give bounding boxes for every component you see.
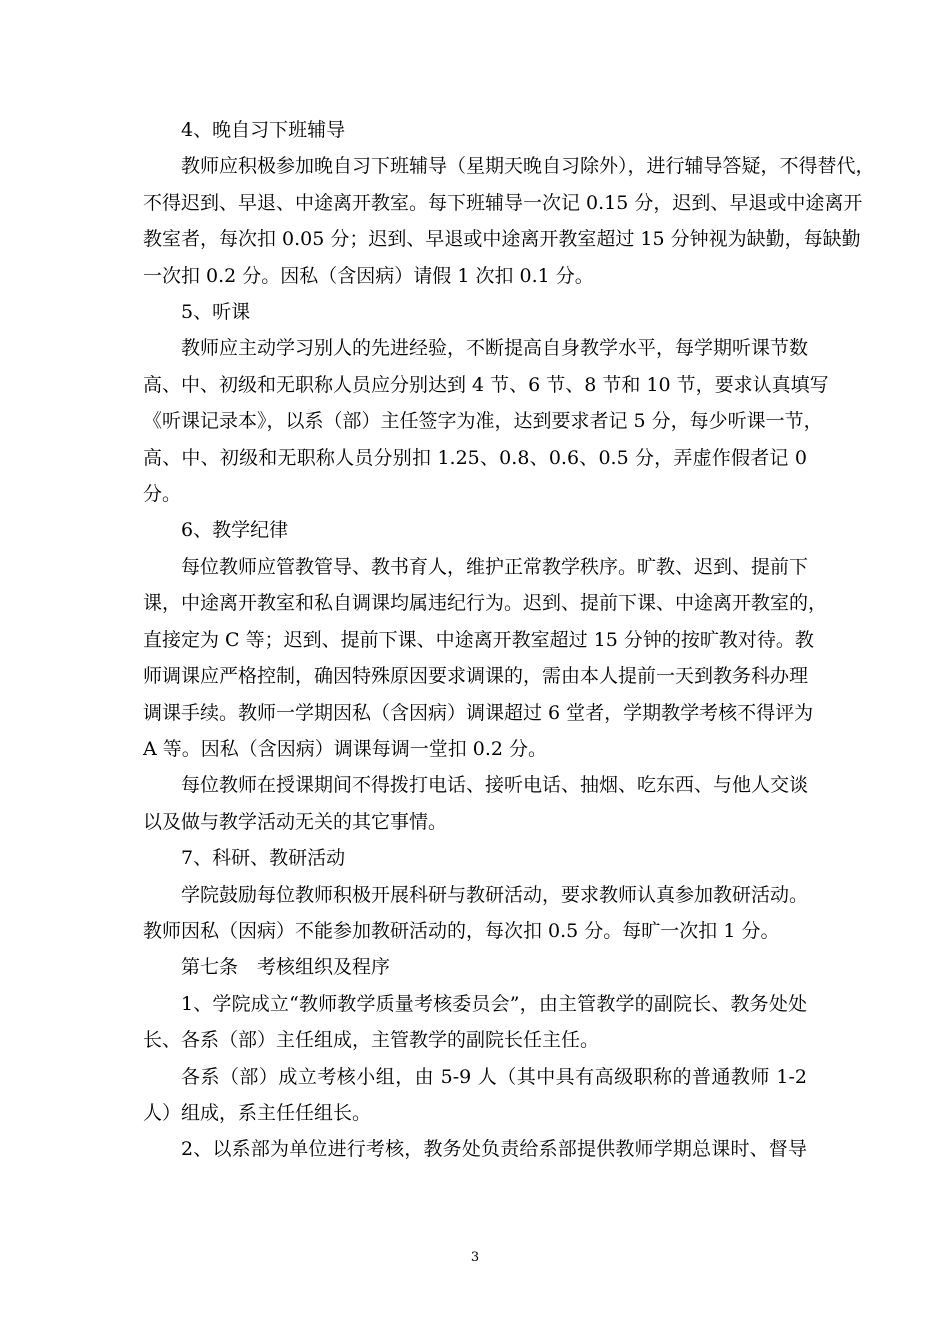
paragraph-line: 每位教师在授课期间不得拨打电话、接听电话、抽烟、吃东西、与他人交谈 xyxy=(181,774,809,797)
paragraph-line: 不得迟到、早退、中途离开教室。每下班辅导一次记 0.15 分，迟到、早退或中途离开 xyxy=(143,191,863,214)
paragraph-line: 高、中、初级和无职称人员分别扣 1.25、0.8、0.6、0.5 分，弄虚作假者记 0 xyxy=(143,446,807,469)
paragraph-line: 《听课记录本》，以系（部）主任签字为准，达到要求者记 5 分，每少听课一节， xyxy=(143,410,823,433)
paragraph-line: 直接定为 C 等；迟到、提前下课、中途离开教室超过 15 分钟的按旷教对待。教 xyxy=(143,628,814,651)
paragraph-line: 课，中途离开教室和私自调课均属违纪行为。迟到、提前下课、中途离开教室的， xyxy=(143,592,828,615)
paragraph-line: 人）组成，系主任任组长。 xyxy=(143,1101,372,1124)
page-number: 3 xyxy=(470,1250,480,1265)
section-heading-6: 6、教学纪律 xyxy=(181,519,289,542)
paragraph-line: 高、中、初级和无职称人员应分别达到 4 节、6 节、8 节和 10 节，要求认真填写 xyxy=(143,373,829,396)
paragraph-line: A 等。因私（含因病）调课每调一堂扣 0.2 分。 xyxy=(143,737,548,760)
paragraph-line: 调课手续。教师一学期因私（含因病）调课超过 6 堂者，学期教学考核不得评为 xyxy=(143,701,814,724)
section-heading-5: 5、听课 xyxy=(181,301,251,324)
paragraph-line: 长、各系（部）主任组成，主管教学的副院长任主任。 xyxy=(143,1029,600,1052)
paragraph-line: 一次扣 0.2 分。因私（含因病）请假 1 次扣 0.1 分。 xyxy=(143,264,594,287)
paragraph-line: 以及做与教学活动无关的其它事情。 xyxy=(143,810,448,833)
paragraph-line: 教室者，每次扣 0.05 分；迟到、早退或中途离开教室超过 15 分钟视为缺勤，每缺勤 xyxy=(143,228,861,251)
paragraph-line: 教师应积极参加晚自习下班辅导（星期天晚自习除外），进行辅导答疑，不得替代， xyxy=(181,155,875,178)
paragraph-line: 1、学院成立“教师教学质量考核委员会”，由主管教学的副院长、教务处处 xyxy=(181,992,807,1015)
paragraph-line: 学院鼓励每位教师积极开展科研与教研活动，要求教师认真参加教研活动。 xyxy=(181,883,809,906)
paragraph-line: 教师应主动学习别人的先进经验，不断提高自身教学水平，每学期听课节数 xyxy=(181,337,809,360)
paragraph-line: 每位教师应管教管导、教书育人，维护正常教学秩序。旷教、迟到、提前下 xyxy=(181,555,809,578)
article-heading-7: 第七条 考核组织及程序 xyxy=(181,956,391,979)
paragraph-line: 2、以系部为单位进行考核，教务处负责给系部提供教师学期总课时、督导 xyxy=(181,1138,807,1161)
paragraph-line: 教师因私（因病）不能参加教研活动的，每次扣 0.5 分。每旷一次扣 1 分。 xyxy=(143,919,780,942)
paragraph-line: 分。 xyxy=(143,483,182,506)
paragraph-line: 师调课应严格控制，确因特殊原因要求调课的，需由本人提前一天到教务科办理 xyxy=(143,665,809,688)
document-page xyxy=(143,112,875,1168)
paragraph-line: 各系（部）成立考核小组，由 5-9 人（其中具有高级职称的普通教师 1-2 xyxy=(181,1065,807,1088)
section-heading-4: 4、晚自习下班辅导 xyxy=(181,119,346,141)
section-heading-7: 7、科研、教研活动 xyxy=(181,847,346,870)
